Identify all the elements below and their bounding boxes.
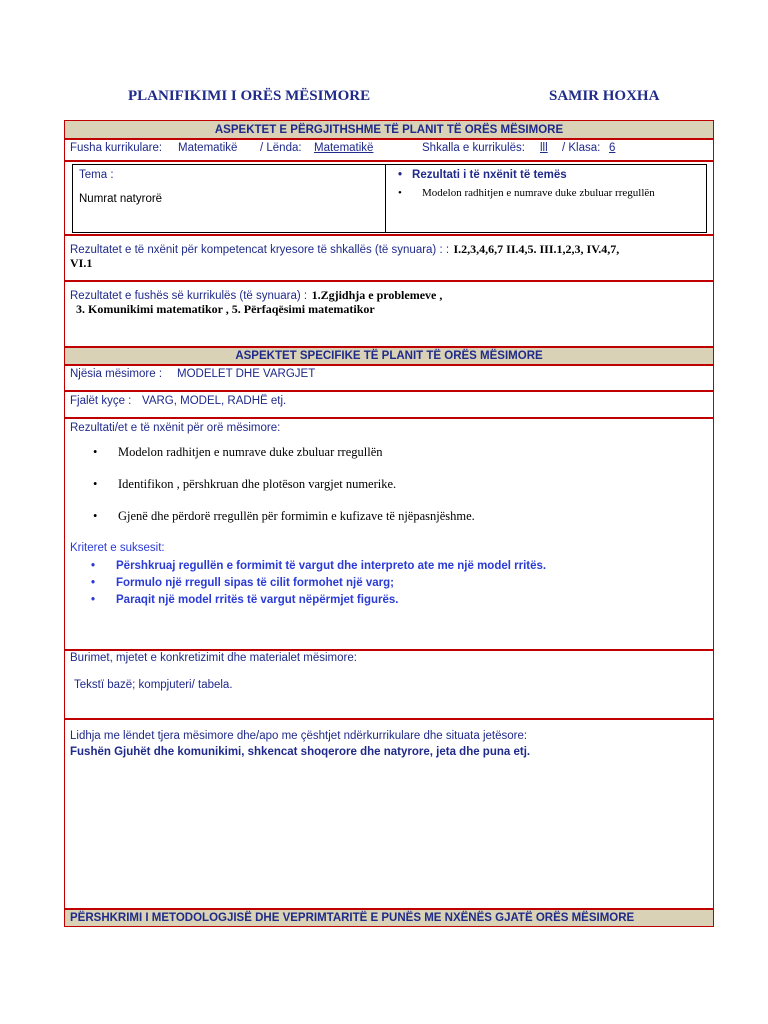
criteria-item-text: Paraqit një model rritës të vargut nëpërmjet figurës. <box>116 594 399 606</box>
links-row <box>64 719 714 909</box>
general-aspects-header <box>64 120 714 139</box>
lesson-results-row <box>64 418 714 650</box>
unit-row <box>64 365 714 391</box>
criteria-item-text: Formulo një rregull sipas të cilit formohet një varg; <box>116 577 394 589</box>
links-value: Fushën Gjuhët dhe komunikimi, shkencat shoqerore dhe natyrore, jeta dhe puna etj. <box>70 746 531 758</box>
unit-label: Njësia mësimore : <box>70 368 163 380</box>
criteria-item <box>91 558 546 575</box>
bullet-icon: • <box>93 477 98 491</box>
bullet-icon: • <box>398 187 402 199</box>
links-label: Lidhja me lëndet tjera mësimore dhe/apo me çështjet ndërkurrikulare dhe situata jetësore: <box>70 730 528 742</box>
field-label: Fusha kurrikulare: <box>70 142 163 154</box>
level-label: Shkalla e kurrikulës: <box>422 142 525 154</box>
lesson-results-label: Rezultati/et e të nxënit për orë mësimore: <box>70 422 281 434</box>
level-value: lll <box>540 142 548 154</box>
bullet-icon: • <box>93 509 98 523</box>
criteria-list <box>91 558 546 609</box>
criteria-label: Kriteret e suksesit: <box>70 542 165 554</box>
field-results-row <box>64 281 714 347</box>
topic-label: Tema : <box>79 169 114 181</box>
topic-result-item-text: Modelon radhitjen e numrave duke zbuluar rregullën <box>422 187 655 199</box>
field-results-value-line1: 1.Zgjidhja e problemeve , <box>311 288 443 302</box>
general-aspects-header-text: ASPEKTET E PËRGJITHSHME TË PLANIT TË ORËS MËSIMORE <box>214 124 564 136</box>
class-label: / Klasa: <box>562 142 601 154</box>
competences-row <box>64 235 714 281</box>
bullet-icon: • <box>91 594 96 606</box>
bullet-icon: • <box>398 169 403 181</box>
topic-row <box>64 161 714 235</box>
subject-label: / Lënda: <box>260 142 302 154</box>
competences-label: Rezultatet e të nxënit për kompetencat kryesore të shkallës (të synuara) : : <box>70 244 450 256</box>
lesson-result-text: Modelon radhitjen e numrave duke zbuluar rregullën <box>118 445 383 459</box>
lesson-result-item <box>93 445 383 460</box>
class-value: 6 <box>609 142 616 154</box>
bullet-icon: • <box>91 577 96 589</box>
field-results-label: Rezultatet e fushës së kurrikulës (të synuara) : <box>70 290 308 302</box>
field-results-value-line2: 3. Komunikimi matematikor , 5. Përfaqësimi matematikor <box>76 302 375 316</box>
keywords-value: VARG, MODEL, RADHË etj. <box>142 395 287 407</box>
competences-value-line1: I.2,3,4,6,7 II.4,5. III.1,2,3, IV.4,7, <box>453 242 620 256</box>
topic-value: Numrat natyrorë <box>79 193 163 205</box>
topic-result-item <box>398 186 688 201</box>
resources-label: Burimet, mjetet e konkretizimit dhe materialet mësimore: <box>70 652 357 664</box>
criteria-item <box>91 575 546 592</box>
curriculum-info-row <box>64 139 714 161</box>
author-name: SAMIR HOXHA <box>549 88 660 104</box>
competences-value-line2: VI.1 <box>70 256 93 270</box>
specific-aspects-header-text: ASPEKTET SPECIFIKE TË PLANIT TË ORËS MËSIMORE <box>235 350 543 362</box>
topic-box <box>72 164 386 233</box>
keywords-row <box>64 391 714 418</box>
lesson-result-item <box>93 477 397 492</box>
topic-result-label <box>398 169 567 181</box>
bullet-icon: • <box>91 560 96 572</box>
methodology-header <box>64 909 714 927</box>
subject-value: Matematikë <box>314 142 374 154</box>
unit-value: MODELET DHE VARGJET <box>177 368 316 380</box>
specific-aspects-header <box>64 347 714 365</box>
lesson-result-text: Identifikon , përshkruan dhe plotëson vargjet numerike. <box>118 477 397 491</box>
document-title: PLANIFIKIMI I ORËS MËSIMORE <box>128 88 371 104</box>
resources-value: Tekstї bazë; kompjuteri/ tabela. <box>74 679 233 691</box>
resources-row <box>64 650 714 719</box>
criteria-item <box>91 592 546 609</box>
topic-result-label-text: Rezultati i të nxënit të temës <box>412 169 567 181</box>
field-value: Matematikë <box>178 142 238 154</box>
lesson-result-item <box>93 509 475 524</box>
criteria-item-text: Përshkruaj regullën e formimit të vargut dhe interpreto ate me një model rritës. <box>116 560 547 572</box>
methodology-header-text: PËRSHKRIMI I METODOLOGJISË DHE VEPRIMTARITË E PUNËS ME NXËNËS GJATË ORËS MËSIMORE <box>70 912 635 924</box>
lesson-result-text: Gjenë dhe përdorë rregullën për formimin e kufizave të njëpasnjëshme. <box>118 509 475 523</box>
keywords-label: Fjalët kyçe : <box>70 395 132 407</box>
bullet-icon: • <box>93 445 98 459</box>
topic-result-box <box>386 164 707 233</box>
